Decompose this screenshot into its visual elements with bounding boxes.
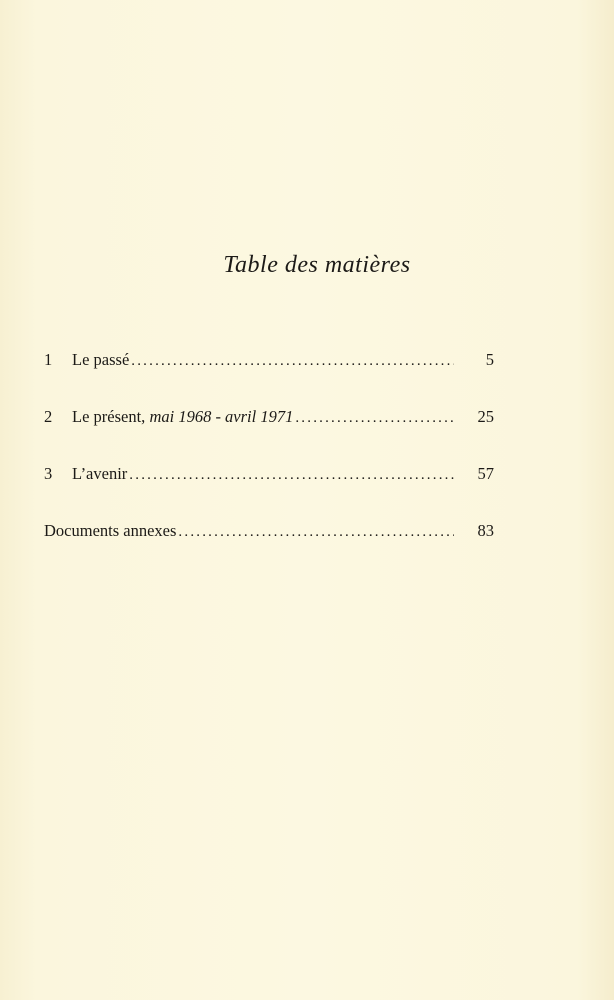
page-number: 25	[477, 407, 494, 426]
page-number: 83	[477, 521, 494, 540]
dot-leader	[129, 467, 454, 484]
toc-entry	[44, 464, 494, 488]
chapter-title	[72, 407, 293, 427]
page-number: 57	[477, 464, 494, 483]
dot-leader	[178, 524, 454, 541]
page-title: Table des matières	[223, 252, 411, 278]
toc-entry	[44, 521, 494, 545]
toc-entry	[44, 407, 494, 431]
chapter-number: 2	[44, 407, 53, 426]
dot-leader	[131, 353, 454, 370]
dot-leader	[295, 410, 454, 427]
chapter-number: 1	[44, 350, 53, 369]
chapter-title: L’avenir	[72, 464, 128, 483]
page-number: 5	[485, 350, 494, 369]
chapter-title: Le passé	[72, 350, 130, 369]
section-title: Documents annexes	[44, 521, 177, 540]
chapter-title-italic: mai 1968 - avril 1971	[149, 407, 294, 426]
chapter-title-roman: Le présent,	[72, 407, 146, 426]
chapter-number: 3	[44, 464, 53, 483]
toc-entry	[44, 350, 494, 374]
